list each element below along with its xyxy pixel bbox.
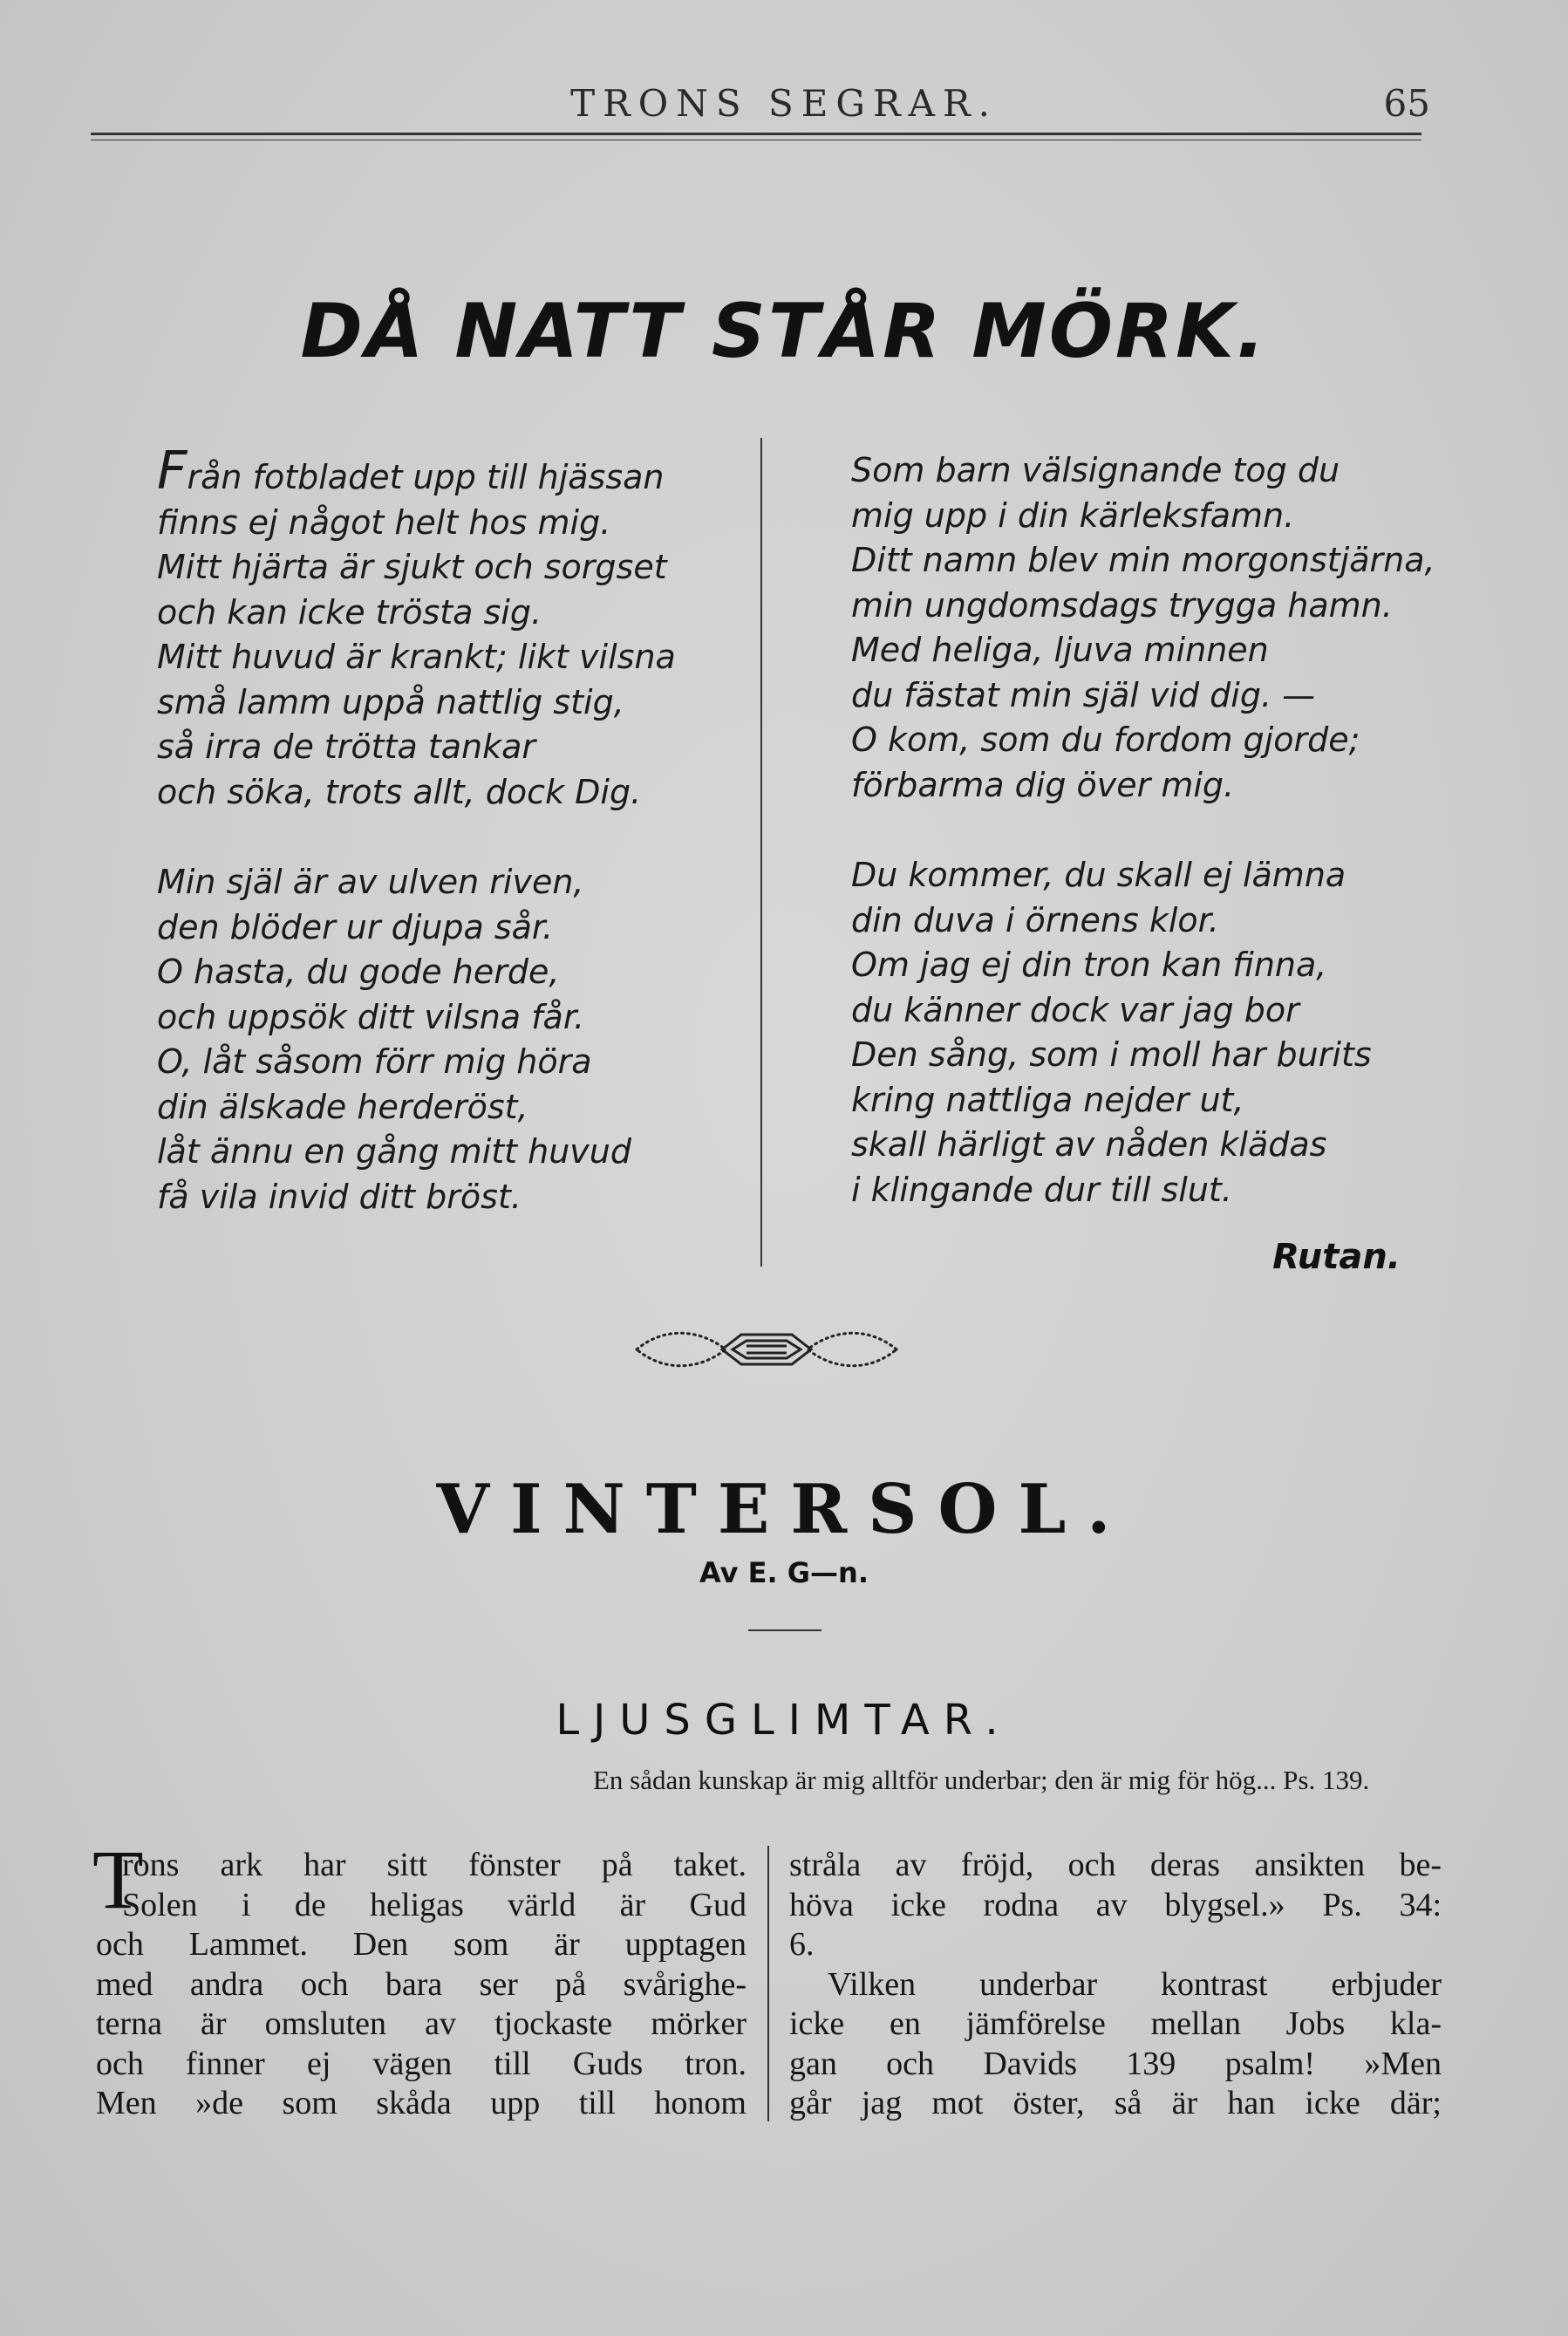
poem-left-column: [157, 441, 767, 1265]
section-title-vintersol: VINTERSOL.: [436, 1470, 1132, 1549]
header-rule: [91, 133, 1421, 135]
epigraph: En sådan kunskap är mig alltför underbar; den är mig för hög... Ps. 139.: [593, 1765, 1370, 1795]
prose-line: stråla av fröjd, och deras ansikten be-: [789, 1847, 1442, 1883]
poem-right-column: [851, 448, 1462, 1258]
prose-line: rons ark har sitt fönster på taket.: [122, 1847, 747, 1883]
ornament-divider-icon: [628, 1322, 905, 1376]
prose-line: och finner ej vägen till Guds tron.: [96, 2045, 747, 2082]
prose-line: icke en jämförelse mellan Jobs kla-: [789, 2005, 1442, 2042]
poem-line: Du kommer, du skall ej lämna: [851, 856, 1346, 894]
poem-line: din älskade herderöst,: [157, 1087, 528, 1126]
poem-stanza: [851, 448, 1462, 808]
poem-line: förbarma dig över mig.: [851, 765, 1235, 804]
poem-line: Mitt hjärta är sjukt och sorgset: [157, 548, 667, 586]
poem-line: och kan icke trösta sig.: [157, 592, 542, 632]
poem-stanza: [851, 853, 1462, 1212]
poem-line: O, låt såsom förr mig höra: [157, 1042, 592, 1081]
poem-title: DÅ NATT STÅR MÖRK.: [300, 288, 1268, 375]
prose-line: med andra och bara ser på svårighe-: [96, 1965, 747, 2003]
prose-left-column: [96, 1846, 747, 2124]
poem-initial-letter: F: [157, 441, 187, 502]
poem-line: den blöder ur djupa sår.: [157, 907, 554, 946]
section-title-ljusglimtar: LJUSGLIMTAR.: [556, 1696, 1012, 1745]
poem-line: låt ännu en gång mitt huvud: [157, 1132, 631, 1171]
poem-line: du fästat min själ vid dig. —: [851, 675, 1316, 714]
poem-line: och uppsök ditt vilsna får.: [157, 997, 585, 1036]
prose-line: Solen i de heligas värld är Gud: [122, 1886, 747, 1923]
poem-line: skall härligt av nåden klädas: [851, 1125, 1327, 1164]
prose-line: Vilken underbar kontrast erbjuder: [828, 1965, 1442, 2003]
poem-stanza: [157, 441, 767, 815]
poem-line: Från fotbladet upp till hjässan: [157, 441, 665, 502]
prose-line: höva icke rodna av blygsel.» Ps. 34:: [789, 1886, 1442, 1923]
poem-line: små lamm uppå nattlig stig,: [157, 682, 624, 721]
poem-stanza: [157, 860, 767, 1219]
prose-right-column: [789, 1846, 1442, 2124]
page-number: 65: [1383, 82, 1430, 125]
column-divider: [767, 1846, 769, 2121]
prose-line: Men »de som skåda upp till honom: [96, 2085, 747, 2121]
poem-line: O hasta, du gode herde,: [157, 953, 560, 991]
poem-line: Om jag ej din tron kan finna,: [851, 946, 1327, 984]
drop-cap: T: [92, 1833, 144, 1926]
poem-line: Med heliga, ljuva minnen: [851, 631, 1269, 669]
poem-line: Den sång, som i moll har burits: [851, 1035, 1372, 1074]
column-divider: [760, 438, 762, 1267]
section-author: Av E. G—n.: [699, 1556, 869, 1589]
prose-line: terna är omsluten av tjockaste mörker: [96, 2005, 747, 2042]
poem-line: Som barn välsignande tog du: [851, 451, 1340, 489]
prose-line: gan och Davids 139 psalm! »Men: [789, 2045, 1442, 2082]
prose-line: 6.: [789, 1926, 815, 1963]
prose-line: och Lammet. Den som är upptagen: [96, 1926, 747, 1963]
poem-line: kring nattliga nejder ut,: [851, 1080, 1244, 1119]
poem-line: din duva i örnens klor.: [851, 900, 1219, 939]
poem-line: min ungdomsdags trygga hamn.: [851, 585, 1393, 625]
poem-signature: Rutan.: [1272, 1237, 1401, 1277]
poem-line: O kom, som du fordom gjorde;: [851, 721, 1360, 759]
poem-line: Mitt huvud är krankt; likt vilsna: [157, 638, 676, 676]
poem-line: få vila invid ditt bröst.: [157, 1177, 522, 1216]
short-rule: [748, 1629, 821, 1631]
poem-line: mig upp i din kärleksfamn.: [851, 495, 1295, 535]
poem-line: Ditt namn blev min morgonstjärna,: [851, 541, 1435, 579]
prose-line: går jag mot öster, så är han icke där;: [789, 2085, 1442, 2121]
running-title: TRONS SEGRAR.: [570, 82, 998, 125]
poem-line: du känner dock var jag bor: [851, 990, 1299, 1029]
poem-line: och söka, trots allt, dock Dig.: [157, 772, 642, 811]
poem-line: Min själ är av ulven riven,: [157, 863, 584, 901]
poem-line: så irra de trötta tankar: [157, 727, 536, 766]
poem-line: i klingande dur till slut.: [851, 1170, 1232, 1209]
poem-line: finns ej något helt hos mig.: [157, 502, 611, 542]
